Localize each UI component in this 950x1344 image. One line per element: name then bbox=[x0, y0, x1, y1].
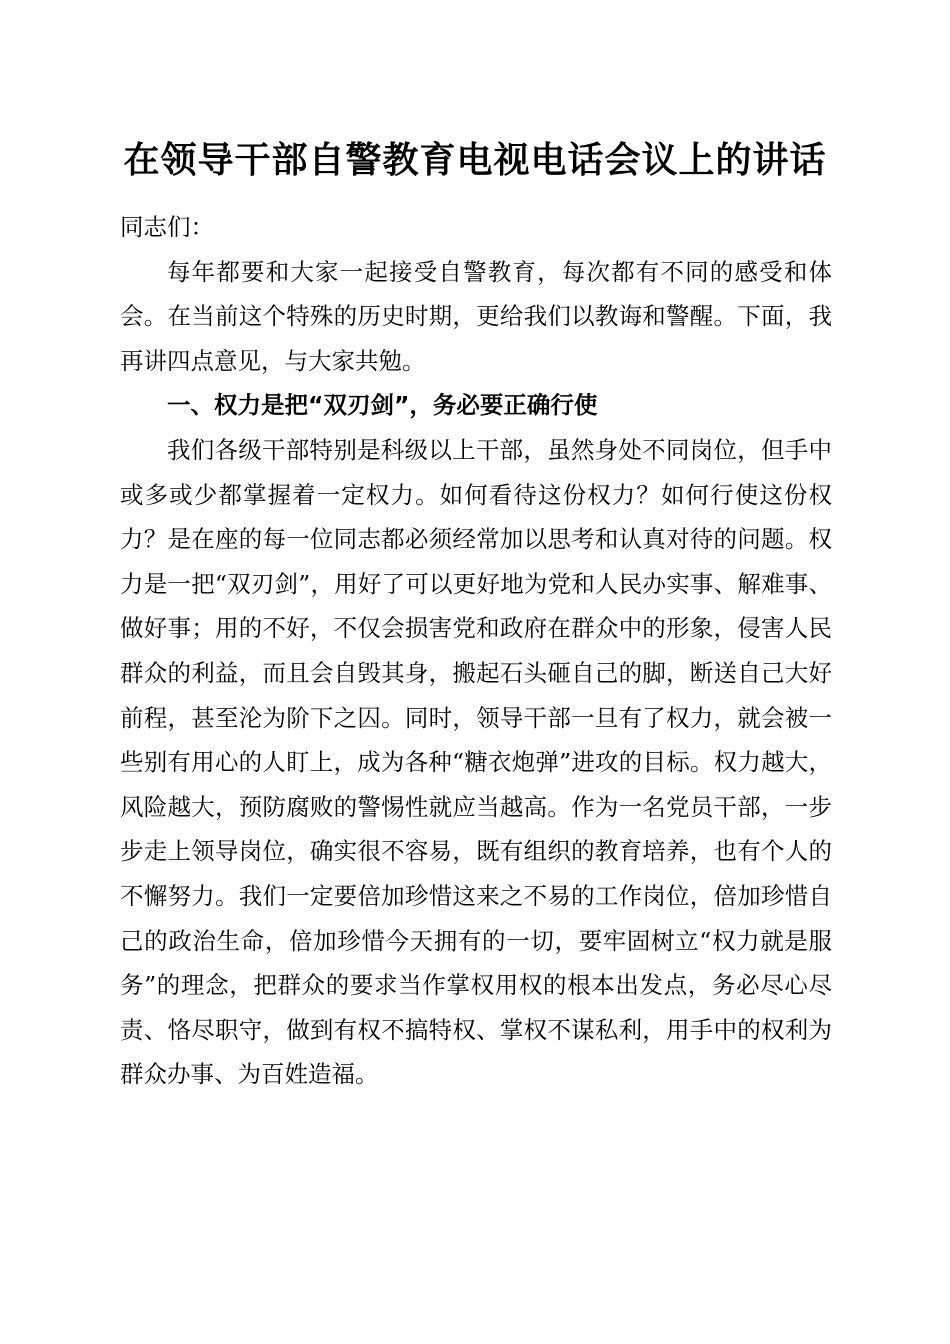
document-title: 在领导干部自警教育电视电话会议上的讲话 bbox=[123, 139, 827, 181]
section-paragraph: 我们各级干部特别是科级以上干部，虽然身处不同岗位，但手中或多或少都掌握着一定权力。如何看待这份权力？如何行使这份权力？是在座的每一位同志都必须经常加以思考和认真对待的问题。权力是一把“双刃剑”，用好了可以更好地为党和人民办实事、解难事、做好事；用的不好，不仅会损害党和政府在群众中的形象，侵害人民群众的利益，而且会自毁其身，搬起石头砸自己的脚，断送自己大好前程，甚至沦为阶下之囚。同时，领导干部一旦有了权力，就会被一些别有用心的人盯上，成为各种“糖衣炮弹”进攻的目标。权力越大，风险越大，预防腐败的警惕性就应当越高。作为一名党员干部，一步步走上领导岗位，确实很不容易，既有组织的教育培养，也有个人的不懈努力。我们一定要倍加珍惜这来之不易的工作岗位，倍加珍惜自己的政治生命，倍加珍惜今天拥有的一切，要牢固树立“权力就是服务”的理念，把群众的要求当作掌权用权的根本出发点，务必尽心尽责、恪尽职守，做到有权不搞特权、掌权不谋私利，用手中的权利为群众办事、为百姓造福。 bbox=[120, 435, 832, 1089]
salutation: 同志们： bbox=[120, 213, 214, 241]
intro-paragraph: 每年都要和大家一起接受自警教育，每次都有不同的感受和体会。在当前这个特殊的历史时期，更给我们以教诲和警醒。下面，我再讲四点意见，与大家共勉。 bbox=[120, 257, 832, 375]
section-heading: 一、权力是把“双刃剑”，务必要正确行使 bbox=[167, 391, 598, 420]
document-body bbox=[120, 205, 832, 1097]
